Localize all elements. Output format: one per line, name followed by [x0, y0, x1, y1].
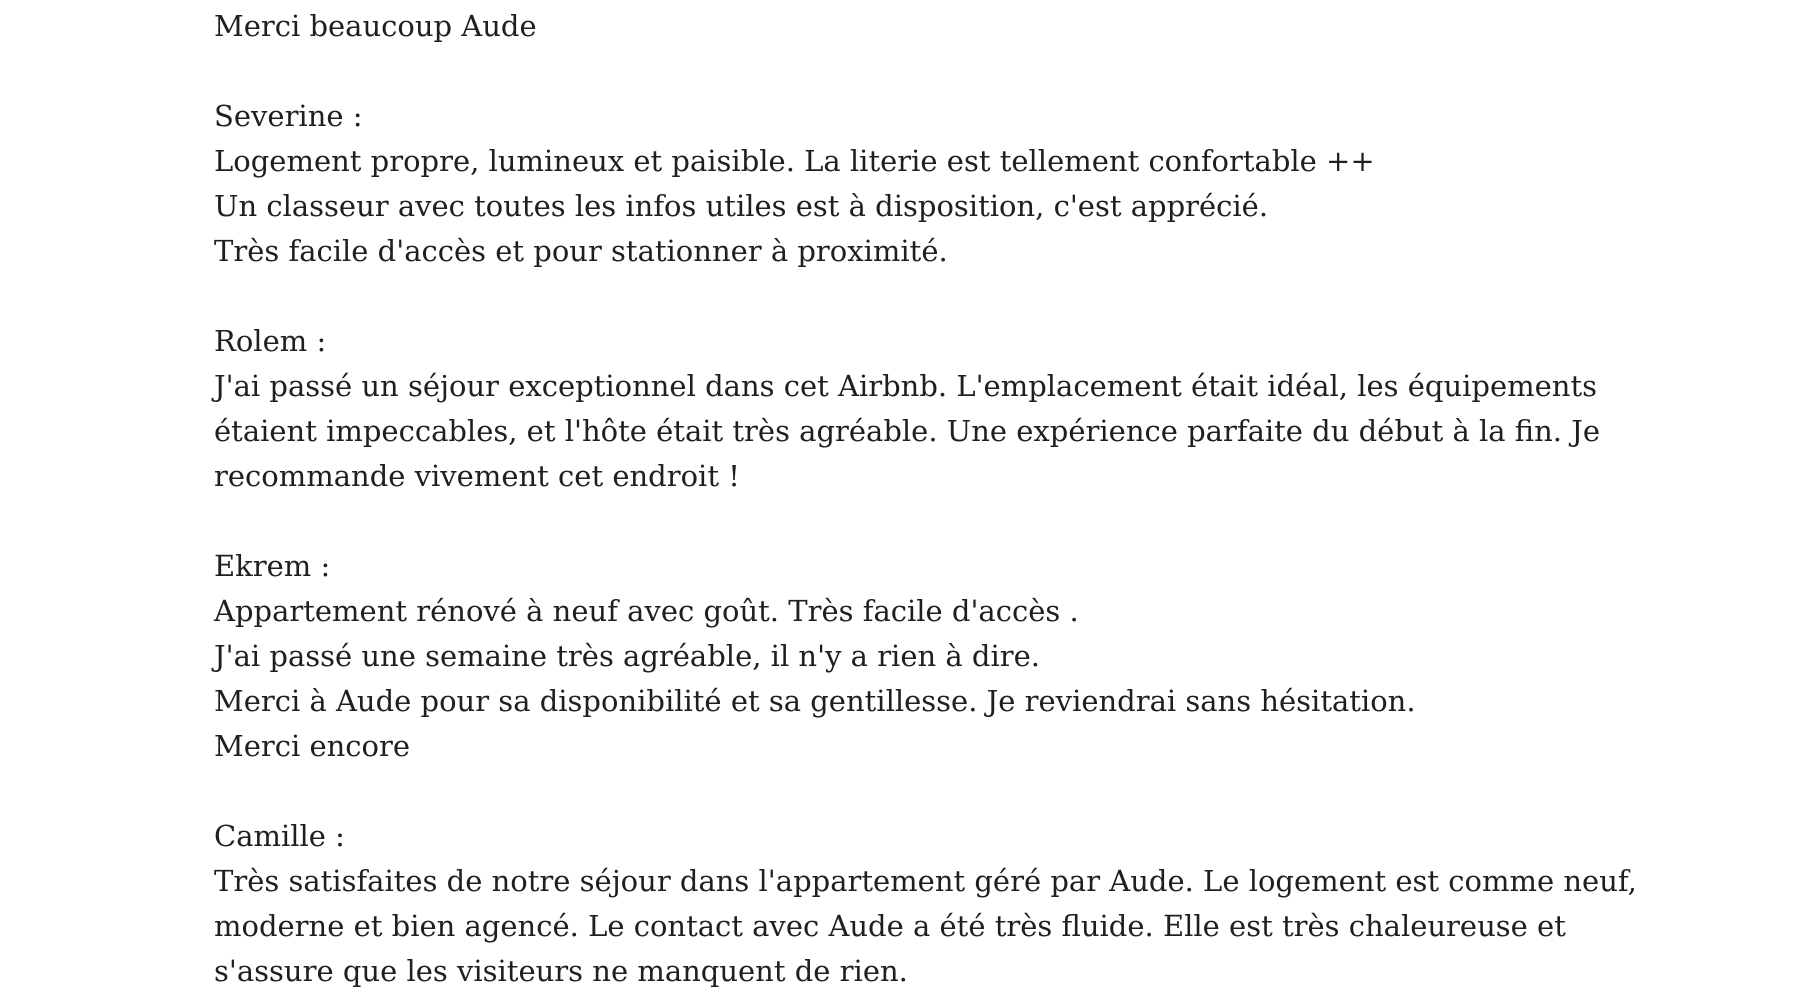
paragraph-gap	[214, 499, 1634, 544]
intro-text: Merci beaucoup Aude	[214, 9, 537, 43]
review-author: Severine :	[214, 99, 363, 133]
paragraph-gap	[214, 274, 1634, 319]
paragraph-gap	[214, 769, 1634, 814]
review-line: Merci encore	[214, 729, 411, 763]
review-line: Très facile d'accès et pour stationner à proximité.	[214, 234, 948, 268]
review-author: Ekrem :	[214, 549, 331, 583]
document-body	[214, 4, 1637, 994]
review-ekrem	[214, 544, 1634, 769]
review-line: moderne et bien agencé. Le contact avec Aude a été très fluide. Elle est très chaleureuse et	[214, 909, 1566, 943]
review-line: étaient impeccables, et l'hôte était très agréable. Une expérience parfaite du début à la fin. Je	[214, 414, 1600, 448]
review-line: Appartement rénové à neuf avec goût. Très facile d'accès .	[214, 594, 1079, 628]
review-line: J'ai passé une semaine très agréable, il n'y a rien à dire.	[214, 639, 1040, 673]
review-author: Rolem :	[214, 324, 327, 358]
review-author: Camille :	[214, 819, 345, 853]
review-line: s'assure que les visiteurs ne manquent de rien.	[214, 954, 908, 988]
review-severine	[214, 94, 1634, 274]
review-line: J'ai passé un séjour exceptionnel dans cet Airbnb. L'emplacement était idéal, les équipements	[214, 369, 1598, 403]
paragraph-gap	[214, 49, 1634, 94]
review-line: Un classeur avec toutes les infos utiles est à disposition, c'est apprécié.	[214, 189, 1269, 223]
review-line: Logement propre, lumineux et paisible. La literie est tellement confortable ++	[214, 144, 1375, 178]
review-line: Très satisfaites de notre séjour dans l'appartement géré par Aude. Le logement est comme neuf,	[214, 864, 1637, 898]
review-camille	[214, 814, 1637, 994]
review-rolem	[214, 319, 1634, 499]
review-line: recommande vivement cet endroit !	[214, 459, 740, 493]
review-line: Merci à Aude pour sa disponibilité et sa gentillesse. Je reviendrai sans hésitation.	[214, 684, 1416, 718]
